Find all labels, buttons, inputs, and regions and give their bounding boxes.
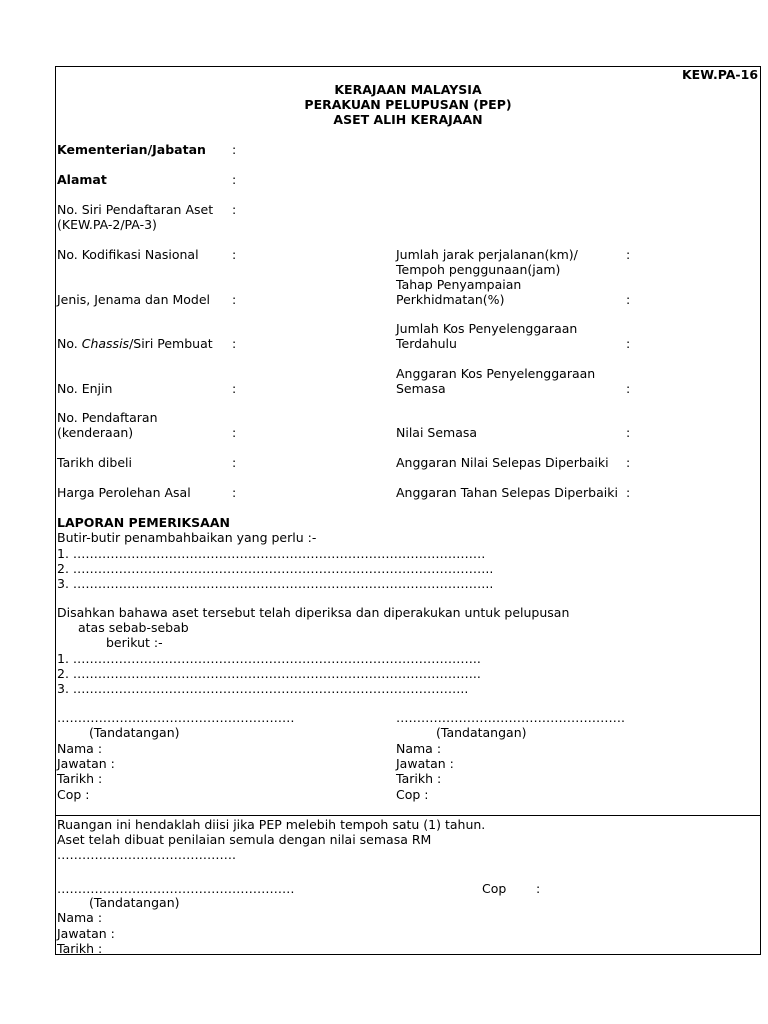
colon: : bbox=[626, 292, 631, 307]
nilai-dots: ……………………………………. bbox=[57, 847, 236, 862]
label-kos: Jumlah Kos Penyelenggaraan bbox=[396, 321, 578, 336]
disahkan-text: Disahkan bahawa aset tersebut telah diperiksa dan diperakukan untuk pelupusan bbox=[57, 605, 570, 620]
cop-right: Cop : bbox=[396, 787, 429, 802]
label-pendaftaran: No. Pendaftaran bbox=[57, 410, 158, 425]
butir-item-2: 2. ……………………………………………………………………………………….. bbox=[57, 561, 494, 576]
label-nilai-semasa: Nilai Semasa bbox=[396, 425, 478, 440]
label-pendaftaran-kenderaan: (kenderaan) bbox=[57, 425, 134, 440]
colon: : bbox=[232, 455, 237, 470]
bottom-jawatan: Jawatan : bbox=[57, 926, 115, 941]
label-enjin: No. Enjin bbox=[57, 381, 113, 396]
bottom-cop-label: Cop bbox=[482, 881, 507, 896]
tandatangan-left: (Tandatangan) bbox=[89, 725, 180, 740]
colon: : bbox=[232, 381, 237, 396]
sebab-item-1: 1. …………………………………………………………………………………….. bbox=[57, 651, 481, 666]
label-nilai-selepas: Anggaran Nilai Selepas Diperbaiki bbox=[396, 455, 609, 470]
butir-item-1: 1. ……………………………………………………………………………………… bbox=[57, 546, 486, 561]
label-alamat: Alamat bbox=[57, 172, 107, 187]
cop-left: Cop : bbox=[57, 787, 90, 802]
header-line-2: PERAKUAN PELUPUSAN (PEP) bbox=[304, 97, 512, 112]
jawatan-left: Jawatan : bbox=[57, 756, 115, 771]
atas-sebab-text: atas sebab-sebab bbox=[78, 620, 189, 635]
bottom-signature-line: ………………………………………………… bbox=[57, 881, 295, 896]
colon: : bbox=[232, 336, 237, 351]
label-jenis: Jenis, Jenama dan Model bbox=[57, 292, 211, 307]
jawatan-right: Jawatan : bbox=[396, 756, 454, 771]
colon: : bbox=[232, 142, 237, 157]
tandatangan-right: (Tandatangan) bbox=[436, 725, 527, 740]
colon: : bbox=[536, 881, 541, 896]
colon: : bbox=[626, 247, 631, 262]
signature-line-left: ………………………………………………… bbox=[57, 710, 295, 725]
label-kementerian: Kementerian/Jabatan bbox=[57, 142, 206, 157]
label-anggaran-kos: Anggaran Kos Penyelenggaraan bbox=[396, 366, 596, 381]
signature-line-right: ………………………………………………. bbox=[396, 710, 625, 725]
colon: : bbox=[626, 425, 631, 440]
label-jarak: Jumlah jarak perjalanan(km)/ bbox=[396, 247, 578, 262]
colon: : bbox=[232, 172, 237, 187]
nama-left: Nama : bbox=[57, 741, 103, 756]
bottom-tarikh: Tarikh : bbox=[57, 941, 103, 956]
label-tempoh: Tempoh penggunaan(jam) bbox=[396, 262, 561, 277]
label-anggaran-kos-semasa: Semasa bbox=[396, 381, 446, 396]
aset-nilai-text: Aset telah dibuat penilaian semula dengan nilai semasa RM bbox=[57, 832, 432, 847]
bottom-tandatangan: (Tandatangan) bbox=[89, 895, 180, 910]
colon: : bbox=[232, 485, 237, 500]
label-no-siri-ref: (KEW.PA-2/PA-3) bbox=[57, 217, 157, 232]
tarikh-left: Tarikh : bbox=[57, 771, 103, 786]
label-harga: Harga Perolehan Asal bbox=[57, 485, 191, 500]
form-code: KEW.PA-16 bbox=[682, 67, 759, 82]
colon: : bbox=[232, 202, 237, 217]
colon: : bbox=[626, 485, 631, 500]
label-no-siri: No. Siri Pendaftaran Aset bbox=[57, 202, 214, 217]
berikut-text: berikut :- bbox=[106, 635, 163, 650]
colon: : bbox=[232, 425, 237, 440]
colon: : bbox=[232, 292, 237, 307]
bottom-nama: Nama : bbox=[57, 910, 103, 925]
colon: : bbox=[232, 247, 237, 262]
section-divider bbox=[55, 815, 761, 816]
ruangan-text: Ruangan ini hendaklah diisi jika PEP melebih tempoh satu (1) tahun. bbox=[57, 817, 486, 832]
colon: : bbox=[626, 455, 631, 470]
label-kodifikasi: No. Kodifikasi Nasional bbox=[57, 247, 199, 262]
label-tahan-selepas: Anggaran Tahan Selepas Diperbaiki bbox=[396, 485, 618, 500]
colon: : bbox=[626, 381, 631, 396]
label-tarikh-dibeli: Tarikh dibeli bbox=[57, 455, 132, 470]
header-line-1: KERAJAAN MALAYSIA bbox=[334, 82, 482, 97]
sebab-item-2: 2. …………………………………………………………………………………….. bbox=[57, 666, 481, 681]
colon: : bbox=[626, 336, 631, 351]
label-tahap: Tahap Penyampaian bbox=[396, 277, 522, 292]
laporan-butir: Butir-butir penambahbaikan yang perlu :- bbox=[57, 530, 317, 545]
label-kos-terdahulu: Terdahulu bbox=[396, 336, 457, 351]
butir-item-3: 3. ……………………………………………………………………………………….. bbox=[57, 576, 494, 591]
tarikh-right: Tarikh : bbox=[396, 771, 442, 786]
label-perkhidmatan: Perkhidmatan(%) bbox=[396, 292, 505, 307]
nama-right: Nama : bbox=[396, 741, 442, 756]
sebab-item-3: 3. ………………………………………………………………………………….. bbox=[57, 681, 469, 696]
header-line-3: ASET ALIH KERAJAAN bbox=[333, 112, 483, 127]
laporan-title: LAPORAN PEMERIKSAAN bbox=[57, 515, 230, 530]
label-chassis: No. Chassis/Siri Pembuat bbox=[57, 336, 213, 351]
